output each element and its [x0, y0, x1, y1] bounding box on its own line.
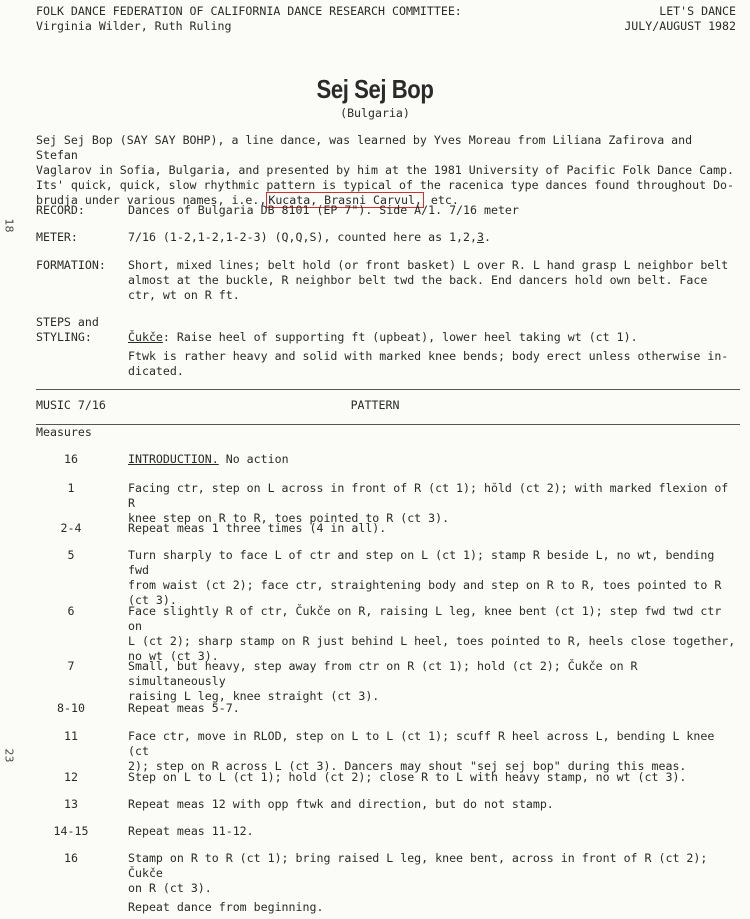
measure-line: L (ct 2); sharp stamp on R just behind L heel, toes pointed to R, heels close together, [128, 634, 736, 648]
intro-text: etc. [430, 193, 459, 207]
pattern-label: PATTERN [350, 398, 400, 412]
measure-number: 7 [67, 659, 75, 673]
measure-number: 16 [64, 452, 78, 466]
measure-description: Repeat meas 11-12. [128, 824, 254, 838]
intro-line: Sej Sej Bop (SAY SAY BOHP), a line dance, was learned by Yves Moreau from Liliana Zafirova and Stefan [36, 133, 693, 162]
intro-line: Vaglarov in Sofia, Bulgaria, and presented by him at the 1981 University of Pacific Folk Dance Camp. [36, 163, 735, 177]
steps-value [128, 330, 740, 379]
closing-instruction: Repeat dance from beginning. [128, 900, 324, 914]
formation-line: almost at the buckle, R neighbor belt twd the back. End dancers hold own belt. Face [128, 273, 708, 287]
steps-line: Ftwk is rather heavy and solid with marked knee bends; body erect unless otherwise in- [128, 349, 729, 363]
steps-definition: : Raise heel of supporting ft (upbeat), lower heel taking wt (ct 1). [162, 330, 638, 344]
measure-number: 6 [67, 604, 75, 618]
measure-description [128, 851, 740, 896]
header-publication-name: LET'S DANCE [659, 4, 736, 18]
measure-description [128, 548, 740, 608]
meter-count-underlined: 3 [477, 230, 484, 244]
intro-line: Its' quick, quick, slow rhythmic pattern is typical of the racenica type dances found throughout Do- [36, 178, 735, 192]
divider-line [36, 389, 740, 390]
intro-paragraph [36, 133, 740, 208]
measure-line: (ct 3). [128, 593, 177, 607]
highlighted-dance-names: Kucata, Brasni Carvul, [268, 193, 422, 207]
measure-line: knee step on R to R, toes pointed to R (ct 3). [128, 511, 450, 525]
measure-line: Facing ctr, step on L across in front of R (ct 1); hŏld (ct 2); with marked flexion of R [128, 481, 729, 510]
meter-label: METER: [36, 230, 78, 244]
dance-title: Sej Sej Bop [316, 74, 434, 104]
formation-label: FORMATION: [36, 258, 106, 272]
measure-line: on R (ct 3). [128, 881, 212, 895]
measure-number: 13 [64, 797, 78, 811]
record-value: Dances of Bulgaria DB 8101 (EP 7"). Side A/1. 7/16 meter [128, 203, 519, 217]
measure-line: 2); step on R across L (ct 3). Dancers may shout "sej sej bop" during this meas. [128, 759, 687, 773]
measure-number: 2-4 [60, 521, 82, 535]
measure-line: Turn sharply to face L of ctr and step on L (ct 1); stamp R beside L, no wt, bending fwd [128, 548, 715, 577]
intro-text: brudja under various names, i.e., [36, 193, 267, 207]
steps-label-line: STEPS and [36, 315, 99, 329]
measure-description [128, 659, 740, 704]
formation-value [128, 258, 740, 303]
introduction-heading: INTRODUCTION. [128, 452, 219, 466]
measures-label: Measures [36, 425, 92, 439]
header-committee-line: FOLK DANCE FEDERATION OF CALIFORNIA DANCE RESEARCH COMMITTEE: [36, 4, 462, 18]
steps-line [128, 330, 740, 345]
measure-description: Repeat meas 12 with opp ftwk and direction, but do not stamp. [128, 797, 554, 811]
measure-number: 11 [64, 729, 78, 743]
measure-description [128, 729, 740, 774]
measure-number: 5 [67, 548, 75, 562]
measure-line: raising L leg, knee straight (ct 3). [128, 689, 380, 703]
measure-number: 12 [64, 770, 78, 784]
header-publication-date: JULY/AUGUST 1982 [624, 19, 736, 33]
music-label: MUSIC 7/16 [36, 398, 106, 412]
measure-line: no wt (ct 3). [128, 649, 219, 663]
meter-text: 7/16 (1-2,1-2,1-2-3) (Q,Q,S), counted here as 1,2, [128, 230, 478, 244]
header-committee [36, 4, 486, 34]
measure-description: Repeat meas 5-7. [128, 701, 240, 715]
measure-text: No action [218, 452, 289, 466]
margin-page-number: 18 [2, 218, 16, 233]
margin-page-number: 23 [2, 748, 16, 763]
formation-line: ctr, wt on R ft. [128, 288, 240, 302]
measure-line: Face slightly R of ctr, Čukče on R, raising L leg, knee bent (ct 1); step fwd twd ctr on [128, 604, 722, 633]
record-label: RECORD: [36, 203, 85, 217]
measure-number: 8-10 [57, 701, 85, 715]
header-publication [516, 4, 736, 34]
measure-number: 1 [67, 481, 75, 495]
measure-line: Stamp on R to R (ct 1); bring raised L leg, knee bent, across in front of R (ct 2); Čukče [128, 851, 708, 880]
formation-line: Short, mixed lines; belt hold (or front basket) L over R. L hand grasp L neighbor belt [128, 258, 729, 272]
measure-description: Repeat meas 1 three times (4 in all). [128, 521, 387, 535]
step-term-cukce: Čukče [128, 330, 163, 344]
measure-line: Face ctr, move in RLOD, step on L to L (ct 1); scuff R heel across L, bending L knee (ct [128, 729, 715, 758]
divider-line [36, 424, 740, 425]
meter-text: . [484, 230, 491, 244]
measure-line: from waist (ct 2); face ctr, straightening body and step on R to R, toes pointed to R [128, 578, 722, 592]
measure-number: 16 [64, 851, 78, 865]
meter-value [128, 230, 740, 245]
steps-label [36, 315, 126, 345]
steps-label-line: STYLING: [36, 330, 92, 344]
header-authors-line: Virginia Wilder, Ruth Ruling [36, 19, 232, 33]
dance-origin: (Bulgaria) [340, 106, 410, 120]
steps-line: dicated. [128, 364, 184, 378]
measure-description [128, 452, 740, 467]
measure-description: Step on L to L (ct 1); hold (ct 2); close R to L with heavy stamp, no wt (ct 3). [128, 770, 687, 784]
measure-description [128, 481, 740, 526]
measure-description [128, 604, 740, 664]
measure-number: 14-15 [53, 824, 89, 838]
measure-line: Small, but heavy, step away from ctr on R (ct 1); hold (ct 2); Čukče on R simultaneously [128, 659, 638, 688]
